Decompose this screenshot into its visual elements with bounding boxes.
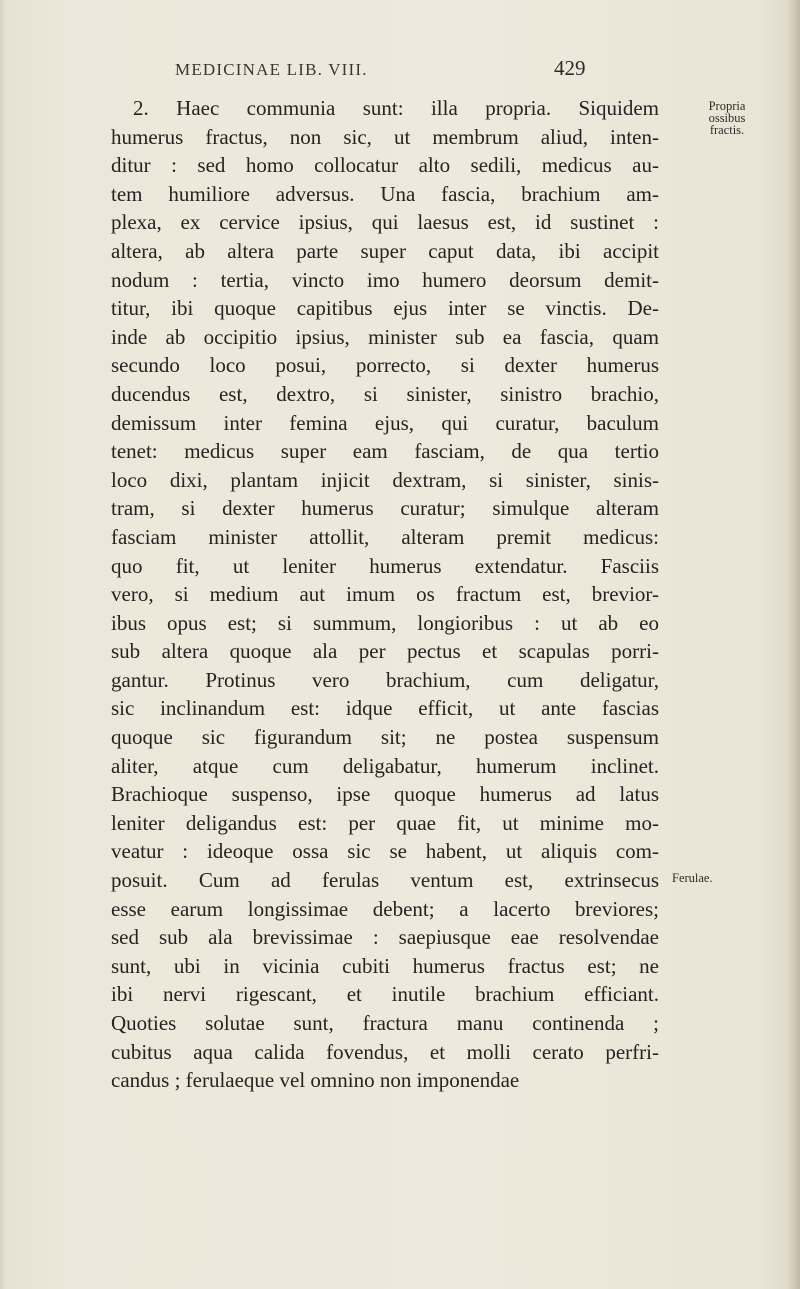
- text-line: ducendus est, dextro, si sinister, sinistro brachio,: [111, 381, 659, 406]
- text-line: plexa, ex cervice ipsius, qui laesus est, id sustinet :: [111, 210, 659, 235]
- page-edge: [786, 0, 800, 1289]
- marginal-note-line: fractis.: [709, 123, 745, 137]
- text-line: veatur : ideoque ossa sic se habent, ut aliquis com-: [111, 839, 659, 864]
- text-line: sunt, ubi in vicinia cubiti humerus fractus est; ne: [111, 953, 659, 978]
- text-line: sub altera quoque ala per pectus et scapulas porri-: [111, 639, 659, 664]
- text-line: candus ; ferulaeque vel omnino non imponendae: [111, 1068, 520, 1093]
- page-gutter-shadow: [0, 0, 6, 1289]
- body-text: [111, 94, 659, 1095]
- text-line: 2. Haec communia sunt: illa propria. Siquidem: [133, 96, 659, 120]
- text-line: gantur. Protinus vero brachium, cum deligatur,: [111, 667, 659, 692]
- text-line: tram, si dexter humerus curatur; simulque alteram: [111, 496, 659, 521]
- text-line: ibi nervi rigescant, et inutile brachium efficiant.: [111, 982, 659, 1007]
- marginal-note-line: ossibus: [708, 111, 746, 125]
- text-line: quo fit, ut leniter humerus extendatur. Fasciis: [111, 553, 659, 578]
- text-line: ditur : sed homo collocatur alto sedili, medicus au-: [111, 153, 659, 178]
- text-line: cubitus aqua calida fovendus, et molli cerato perfri-: [111, 1039, 659, 1064]
- marginal-note-line: Propria: [708, 99, 746, 113]
- text-line: humerus fractus, non sic, ut membrum aliud, inten-: [111, 124, 659, 149]
- text-line: demissum inter femina ejus, qui curatur, baculum: [111, 410, 659, 435]
- text-line: leniter deligandus est: per quae fit, ut minime mo-: [111, 810, 659, 835]
- text-line: quoque sic figurandum sit; ne postea suspensum: [111, 725, 659, 750]
- text-line: secundo loco posui, porrecto, si dexter humerus: [111, 353, 659, 378]
- text-line: Brachioque suspenso, ipse quoque humerus ad latus: [111, 782, 659, 807]
- text-line: nodum : tertia, vincto imo humero deorsum demit-: [111, 267, 659, 292]
- text-line: inde ab occipitio ipsius, minister sub ea fascia, quam: [111, 324, 659, 349]
- text-line: esse earum longissimae debent; a lacerto breviores;: [111, 896, 659, 921]
- text-line: vero, si medium aut imum os fractum est, brevior-: [111, 582, 659, 607]
- text-line: sic inclinandum est: idque efficit, ut ante fascias: [111, 696, 659, 721]
- text-line: titur, ibi quoque capitibus ejus inter se vinctis. De-: [111, 296, 659, 321]
- text-line: tenet: medicus super eam fasciam, de qua tertio: [111, 439, 659, 464]
- text-line: fasciam minister attollit, alteram premit medicus:: [111, 524, 659, 549]
- text-line: posuit. Cum ad ferulas ventum est, extrinsecus: [111, 868, 659, 893]
- marginal-note-propria: [668, 100, 786, 136]
- text-line: loco dixi, plantam injicit dextram, si sinister, sinis-: [111, 467, 659, 492]
- page-number: 429: [554, 56, 586, 80]
- text-line: ibus opus est; si summum, longioribus : ut ab eo: [111, 610, 659, 635]
- text-line: aliter, atque cum deligabatur, humerum inclinet.: [111, 753, 659, 778]
- text-line: tem humiliore adversus. Una fascia, brachium am-: [111, 181, 659, 206]
- text-line: sed sub ala brevissimae : saepiusque eae resolvendae: [111, 925, 659, 950]
- marginal-note-ferulae: Ferulae.: [672, 871, 713, 885]
- text-line: Quoties solutae sunt, fractura manu continenda ;: [111, 1011, 659, 1035]
- text-line: altera, ab altera parte super caput data, ibi accipit: [111, 238, 659, 263]
- running-head: MEDICINAE LIB. VIII.: [175, 60, 368, 79]
